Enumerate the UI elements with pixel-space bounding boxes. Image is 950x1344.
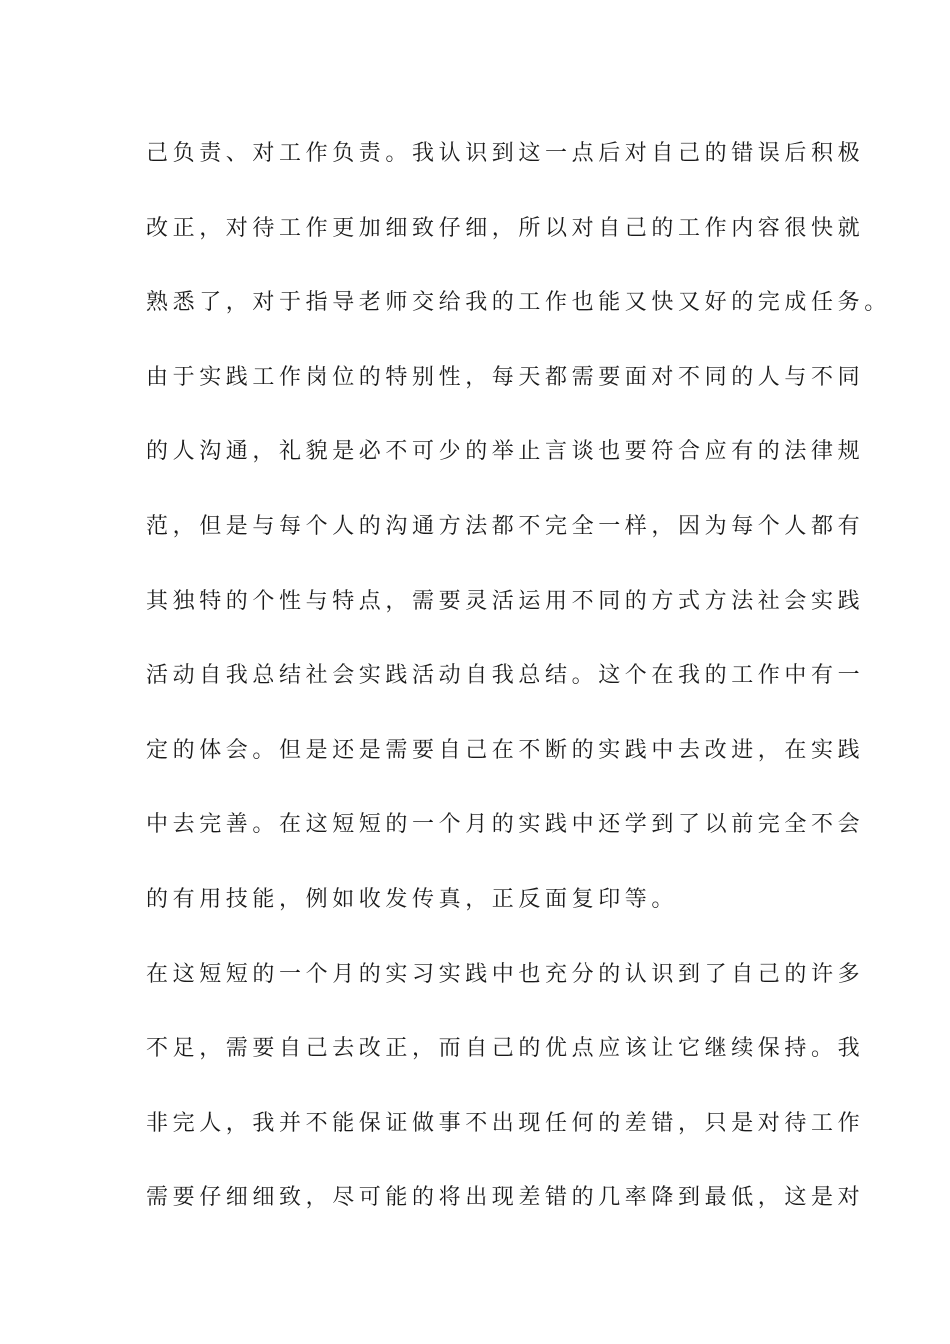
text-line: 范，但是与每个人的沟通方法都不完全一样，因为每个人都有 [146,513,865,539]
text-line: 的有用技能，例如收发传真，正反面复印等。 [146,886,679,912]
body-text [146,126,891,1245]
text-line: 需要仔细细致，尽可能的将出现差错的几率降到最低，这是对 [146,1185,865,1211]
text-line: 熟悉了，对于指导老师交给我的工作也能又快又好的完成任务。 [146,290,891,316]
text-line: 其独特的个性与特点，需要灵活运用不同的方式方法社会实践 [146,588,865,614]
text-line: 中去完善。在这短短的一个月的实践中还学到了以前完全不会 [146,812,865,838]
text-line: 改正，对待工作更加细致仔细，所以对自己的工作内容很快就 [146,215,865,241]
text-line: 非完人，我并不能保证做事不出现任何的差错，只是对待工作 [146,1110,865,1136]
text-line: 活动自我总结社会实践活动自我总结。这个在我的工作中有一 [146,663,865,689]
text-line: 在这短短的一个月的实习实践中也充分的认识到了自己的许多 [146,961,865,987]
text-line: 由于实践工作岗位的特别性，每天都需要面对不同的人与不同 [146,364,865,390]
text-line: 己负责、对工作负责。我认识到这一点后对自己的错误后积极 [146,141,865,166]
text-line: 的人沟通，礼貌是必不可少的举止言谈也要符合应有的法律规 [146,439,865,465]
text-line: 不足，需要自己去改正，而自己的优点应该让它继续保持。我 [146,1036,865,1062]
text-line: 定的体会。但是还是需要自己在不断的实践中去改进，在实践 [146,737,865,763]
